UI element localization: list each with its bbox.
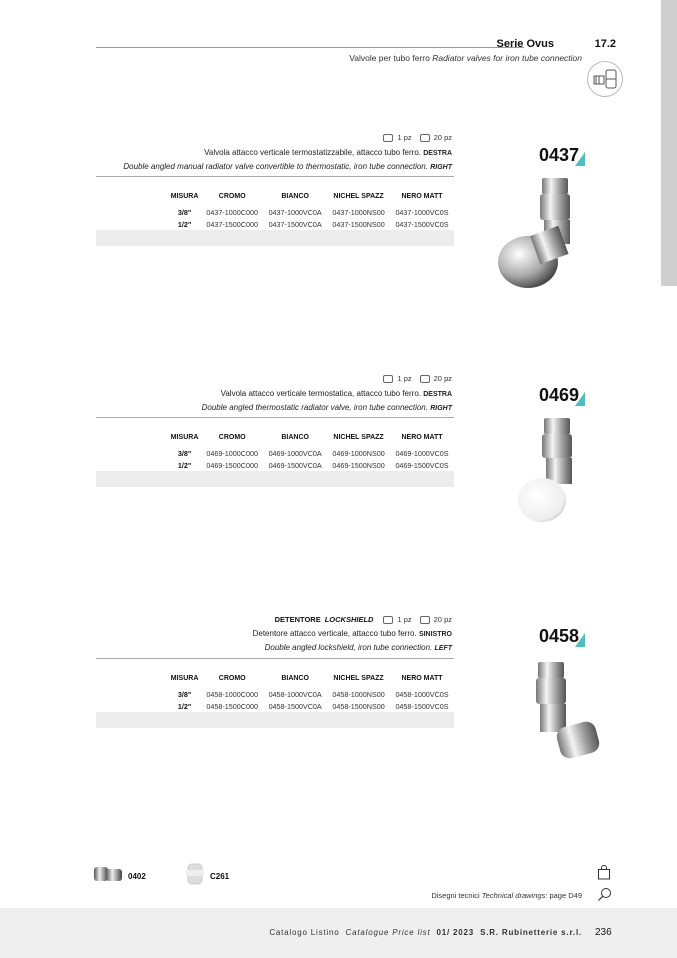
box-single-icon <box>383 134 393 142</box>
table-row: 1/2" 0458-1500C000 0458-1500VC0A 0458-1500NS00 0458-1500VC0S <box>177 701 449 711</box>
col-header: BIANCO <box>281 192 309 200</box>
section-number: 17.2 <box>594 38 616 50</box>
col-header: NERO MATT <box>401 192 443 200</box>
col-header: NICHEL SPAZZ <box>333 433 384 441</box>
product-code-badge: 0437 <box>539 145 579 166</box>
packaging-info: 1 pz 20 pz <box>383 374 452 383</box>
valve-0469-image <box>514 414 586 526</box>
box-carton-icon <box>420 375 430 383</box>
description-it: Valvola attacco verticale termostatica, attacco tubo ferro. DESTRA <box>220 389 452 398</box>
table-row: 1/2" 0469-1500C000 0469-1500VC0A 0469-1500NS00 0469-1500VC0S <box>177 460 449 470</box>
packaging-info: DETENTORE LOCKSHIELD 1 pz 20 pz <box>274 615 452 624</box>
valve-0437-image <box>494 174 584 292</box>
box-single-icon <box>383 616 393 624</box>
col-header: MISURA <box>170 192 199 200</box>
product-code-badge: 0469 <box>539 385 579 406</box>
footer-catalogue: Catalogo Listino Catalogue Price list 01/ 2023 S.R. Rubinetterie s.r.l. <box>269 928 582 937</box>
box-carton-icon <box>420 616 430 624</box>
col-header: NERO MATT <box>401 433 443 441</box>
description-it: Detentore attacco verticale, attacco tubo ferro. SINISTRO <box>252 629 452 638</box>
col-header: NICHEL SPAZZ <box>333 674 384 682</box>
description-en: Double angled manual radiator valve convertible to thermostatic, iron tube connection. RIGHT <box>123 162 452 171</box>
description-en: Double angled thermostatic radiator valve, iron tube connection. RIGHT <box>201 403 452 412</box>
accessory-code: 0402 <box>128 872 146 881</box>
box-single-icon <box>383 375 393 383</box>
section-rule <box>96 658 454 659</box>
accessory-code: C261 <box>210 872 230 881</box>
side-tab <box>661 0 677 286</box>
packaging-info: 1 pz 20 pz <box>383 133 452 142</box>
box-carton-icon <box>420 134 430 142</box>
col-header: NICHEL SPAZZ <box>333 192 384 200</box>
codes-table <box>96 427 454 487</box>
section-rule <box>96 176 454 177</box>
description-en: Double angled lockshield, iron tube connection. LEFT <box>264 643 452 652</box>
col-header: CROMO <box>218 192 246 200</box>
shopping-bag-icon[interactable] <box>597 865 611 880</box>
accessory-0402-image <box>92 861 124 887</box>
valve-category-icon <box>587 61 623 97</box>
magnifier-icon[interactable] <box>597 887 612 902</box>
codes-table <box>96 668 454 728</box>
series-title: Serie Ovus <box>496 38 554 50</box>
codes-table <box>96 186 454 246</box>
table-row: 3/8" 0469-1000C000 0469-1000VC0A 0469-1000NS00 0469-1000VC0S <box>177 448 449 458</box>
col-header: CROMO <box>218 433 246 441</box>
col-header: BIANCO <box>281 674 309 682</box>
valve-0458-image <box>524 658 604 776</box>
col-header: CROMO <box>218 674 246 682</box>
header-rule <box>96 47 524 48</box>
col-header: MISURA <box>170 674 199 682</box>
table-row: 3/8" 0458-1000C000 0458-1000VC0A 0458-1000NS00 0458-1000VC0S <box>177 689 449 699</box>
col-header: NERO MATT <box>401 674 443 682</box>
table-row: 3/8" 0437-1000C000 0437-1000VC0A 0437-1000NS00 0437-1000VC0S <box>177 207 449 217</box>
table-row: 1/2" 0437-1500C000 0437-1500VC0A 0437-1500NS00 0437-1500VC0S <box>177 219 449 229</box>
col-header: MISURA <box>170 433 199 441</box>
section-rule <box>96 417 454 418</box>
product-code-badge: 0458 <box>539 626 579 647</box>
page-subtitle: Valvole per tubo ferro Radiator valves for iron tube connection <box>349 53 582 63</box>
page-number: 236 <box>595 927 612 938</box>
technical-drawings-ref: Disegni tecnici Technical drawings: page D49 <box>431 891 582 900</box>
description-it: Valvola attacco verticale termostatizzabile, attacco tubo ferro. DESTRA <box>204 148 452 157</box>
accessory-C261-image <box>184 862 206 886</box>
col-header: BIANCO <box>281 433 309 441</box>
